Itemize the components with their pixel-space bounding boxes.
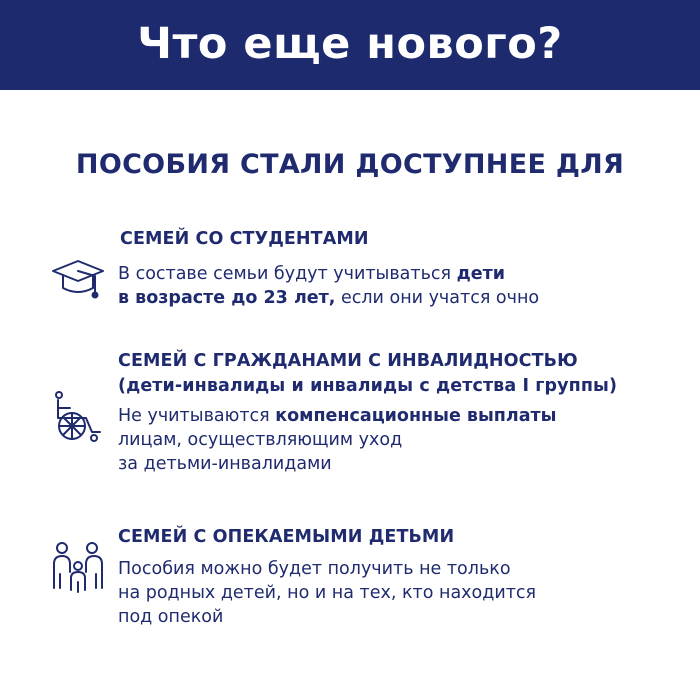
- section-text: Пособия можно будет получить не только на родных детей, но и на тех, кто находится под опекой: [118, 559, 537, 627]
- page-title: Что еще нового?: [137, 19, 563, 69]
- graduation-cap-icon: [50, 254, 106, 310]
- header-banner: [0, 0, 700, 90]
- headline: ПОСОБИЯ СТАЛИ ДОСТУПНЕЕ ДЛЯ: [75, 149, 625, 180]
- family-icon: [50, 540, 106, 596]
- section-subtitle: (дети-инвалиды и инвалиды с детства I группы): [118, 376, 618, 396]
- section-text: В составе семьи будут учитываться дети в возрасте до 23 лет, если они учатся очно: [118, 264, 540, 308]
- section-text: Не учитываются компенсационные выплаты лицам, осуществляющим уход за детьми-инвалидами: [118, 406, 557, 474]
- section-title: СЕМЕЙ С ОПЕКАЕМЫМИ ДЕТЬМИ: [118, 527, 455, 547]
- wheelchair-icon: [50, 388, 106, 444]
- section-title: СЕМЕЙ СО СТУДЕНТАМИ: [120, 229, 369, 249]
- section-title: СЕМЕЙ С ГРАЖДАНАМИ С ИНВАЛИДНОСТЬЮ: [118, 351, 578, 371]
